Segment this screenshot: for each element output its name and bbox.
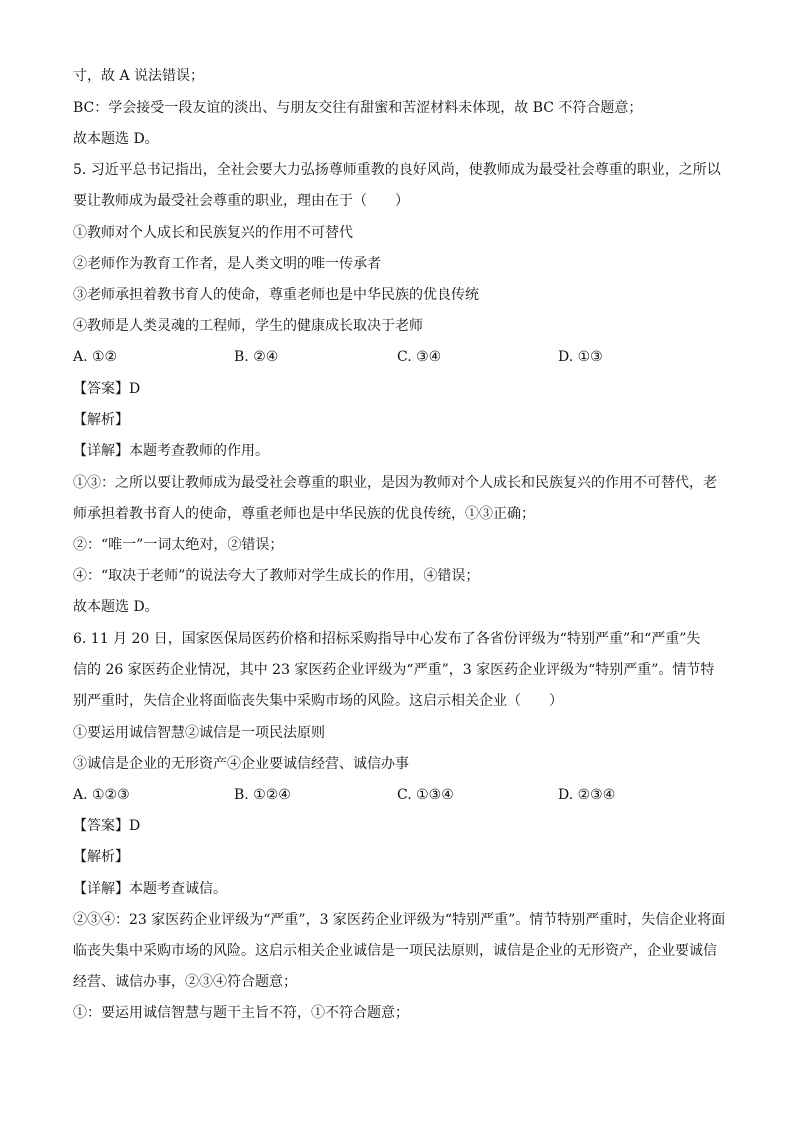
question-6-analysis-label: 【解析】 bbox=[73, 849, 129, 865]
question-5-statement: ③老师承担着教书育人的使命，尊重老师也是中华民族的优良传统 bbox=[73, 287, 479, 303]
question-5-statement: ②老师作为教育工作者，是人类文明的唯一传承者 bbox=[73, 256, 381, 272]
question-5-conclusion: 故本题选 D。 bbox=[73, 599, 159, 615]
question-6-explanation: 经营、诚信办事，②③④符合题意； bbox=[73, 974, 297, 990]
question-5-explanation: 师承担着教书育人的使命，尊重老师也是中华民族的优良传统，①③正确； bbox=[73, 506, 535, 522]
question-6-detail: 【详解】本题考查诚信。 bbox=[73, 881, 227, 897]
text-line: BC：学会接受一段友谊的淡出、与朋友交往有甜蜜和苦涩材料未体现，故 BC 不符合题意； bbox=[73, 100, 643, 116]
text-line: 故本题选 D。 bbox=[73, 131, 159, 147]
question-6-explanation: 临丧失集中采购市场的风险。这启示相关企业诚信是一项民法原则，诚信是企业的无形资产，企业要诚信 bbox=[73, 943, 717, 959]
question-5-statement: ④教师是人类灵魂的工程师，学生的健康成长取决于老师 bbox=[73, 318, 423, 334]
question-6-option: C. ①③④ bbox=[397, 787, 454, 803]
question-5-option: B. ②④ bbox=[234, 349, 279, 365]
question-6-explanation: ①：要运用诚信智慧与题干主旨不符，①不符合题意； bbox=[73, 1005, 409, 1021]
question-6-option: B. ①②④ bbox=[234, 787, 291, 803]
question-5-explanation: ②：“唯一”一词太绝对，②错误； bbox=[73, 537, 284, 553]
question-6-stem: 信的 26 家医药企业情况，其中 23 家医药企业评级为“严重”，3 家医药企业评级为“特别严重”。情节特 bbox=[73, 662, 715, 678]
question-6-statement: ③诚信是企业的无形资产④企业要诚信经营、诚信办事 bbox=[73, 756, 409, 772]
question-5-option: A. ①② bbox=[73, 349, 118, 365]
question-5-stem: 5. 习近平总书记指出，全社会要大力弘扬尊师重教的良好风尚，使教师成为最受社会尊重的职业，之所以 bbox=[73, 162, 721, 178]
question-5-detail: 【详解】本题考查教师的作用。 bbox=[73, 443, 269, 459]
question-6-stem: 别严重时，失信企业将面临丧失集中采购市场的风险。这启示相关企业（ ） bbox=[73, 693, 563, 709]
question-6-answer: 【答案】D bbox=[73, 818, 141, 834]
text-line: 寸，故 A 说法错误； bbox=[73, 68, 205, 84]
question-6-stem: 6. 11 月 20 日，国家医保局医药价格和招标采购指导中心发布了各省份评级为“特别严重”和“严重”失 bbox=[73, 631, 701, 647]
question-5-answer: 【答案】D bbox=[73, 381, 141, 397]
question-6-option: A. ①②③ bbox=[73, 787, 130, 803]
question-5-explanation: ④：“取决于老师”的说法夸大了教师对学生成长的作用，④错误； bbox=[73, 568, 480, 584]
question-5-explanation: ①③：之所以要让教师成为最受社会尊重的职业，是因为教师对个人成长和民族复兴的作用不可替代，老 bbox=[73, 475, 717, 491]
question-6-option: D. ②③④ bbox=[558, 787, 616, 803]
question-5-option: C. ③④ bbox=[397, 349, 442, 365]
question-6-statement: ①要运用诚信智慧②诚信是一项民法原则 bbox=[73, 725, 325, 741]
question-5-analysis-label: 【解析】 bbox=[73, 412, 129, 428]
question-5-stem: 要让教师成为最受社会尊重的职业，理由在于（ ） bbox=[73, 193, 409, 209]
question-5-statement: ①教师对个人成长和民族复兴的作用不可替代 bbox=[73, 225, 353, 241]
question-5-option: D. ①③ bbox=[558, 349, 603, 365]
question-6-explanation: ②③④：23 家医药企业评级为“严重”，3 家医药企业评级为“特别严重”。情节特别严重时，失信企业将面 bbox=[73, 912, 726, 928]
